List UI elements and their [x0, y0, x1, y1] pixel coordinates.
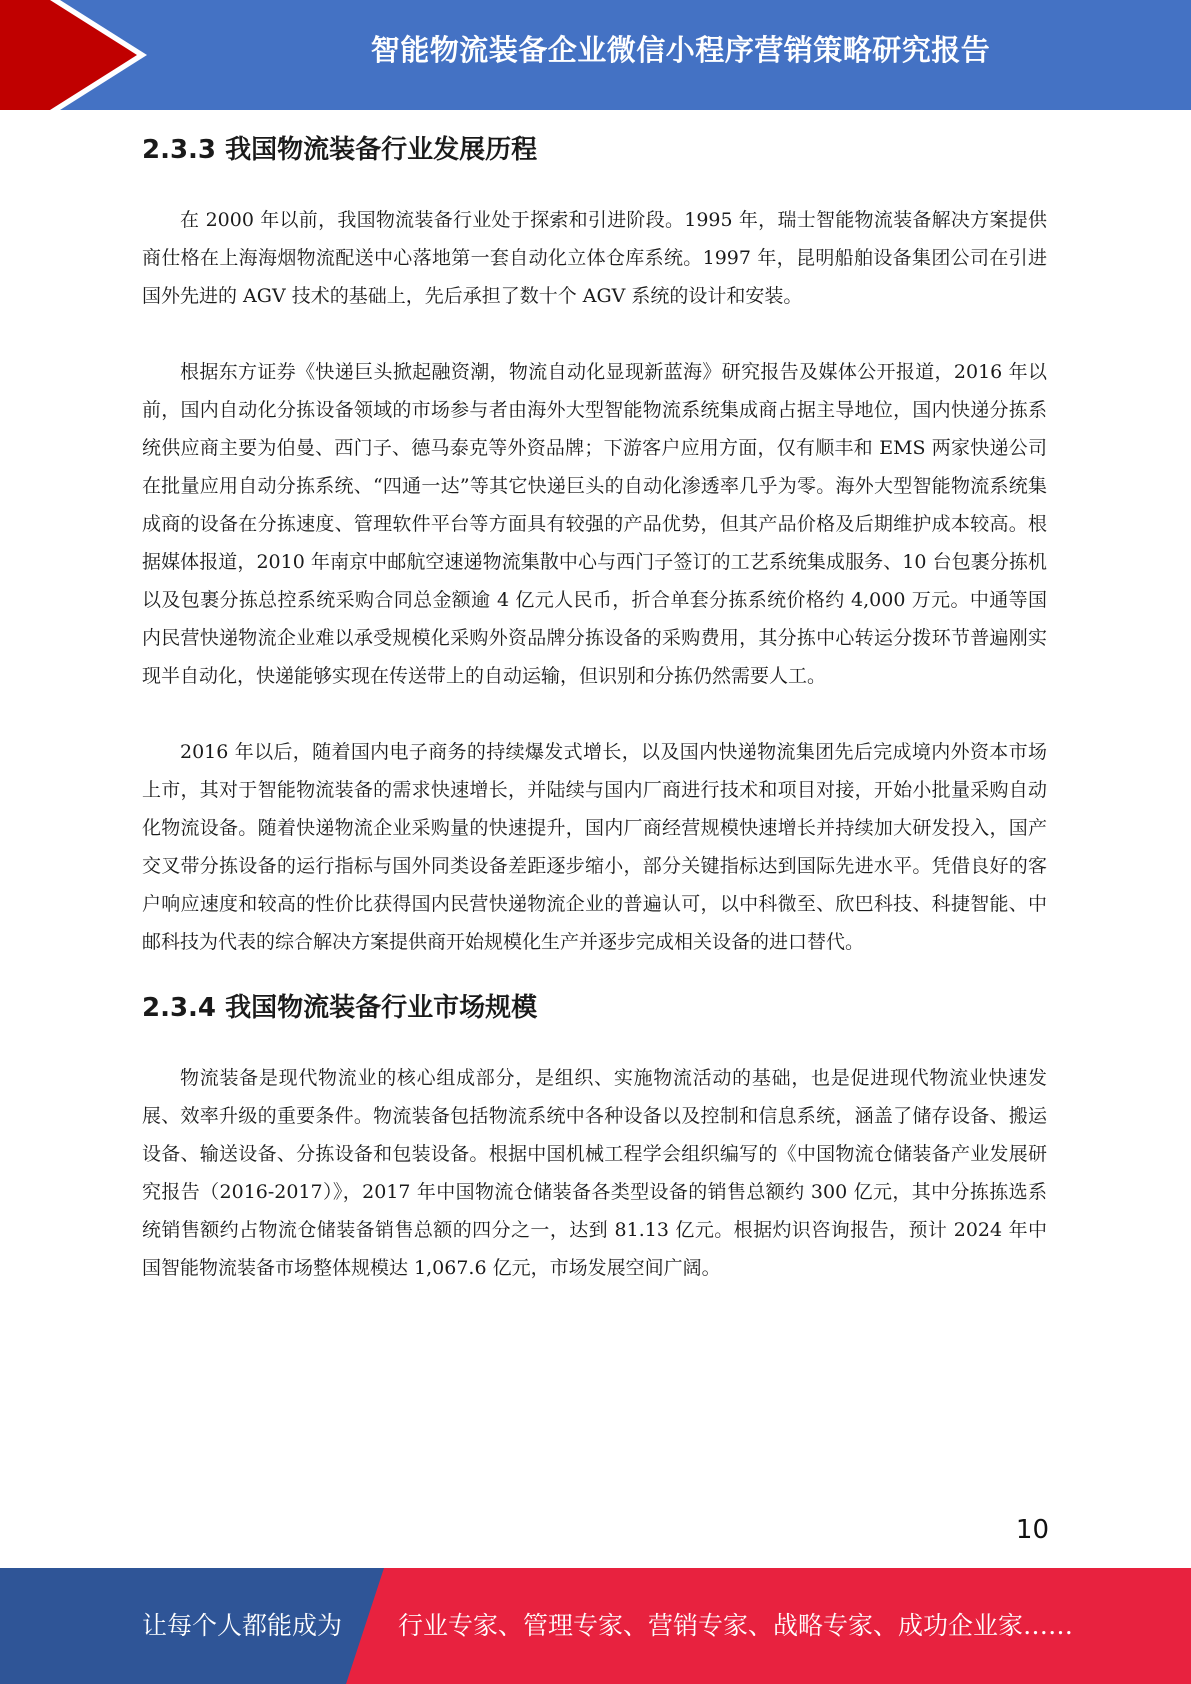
document-body [142, 125, 1047, 1287]
page-header [0, 0, 1191, 110]
section-heading: 2.3.3 我国物流装备行业发展历程 [142, 135, 538, 165]
paragraph: 2016 年以后，随着国内电子商务的持续爆发式增长，以及国内快递物流集团先后完成境内外资本市场上市，其对于智能物流装备的需求快速增长，并陆续与国内厂商进行技术和项目对接，开始小批量采购自动化物流设备。随着快递物流企业采购量的快速提升，国内厂商经营规模快速增长并持续加大研发投入，国产交叉带分拣设备的运行指标与国外同类设备差距逐步缩小，部分关键指标达到国际先进水平。凭借良好的客户响应速度和较高的性价比获得国内民营快递物流企业的普遍认可，以中科微至、欣巴科技、科捷智能、中邮科技为代表的综合解决方案提供商开始规模化生产并逐步完成相关设备的进口替代。 [142, 741, 1047, 953]
paragraph: 根据东方证券《快递巨头掀起融资潮，物流自动化显现新蓝海》研究报告及媒体公开报道，2016 年以前，国内自动化分拣设备领域的市场参与者由海外大型智能物流系统集成商占据主导地位，国内快递分拣系统供应商主要为伯曼、西门子、德马泰克等外资品牌；下游客户应用方面，仅有顺丰和 EMS 两家快递公司在批量应用自动分拣系统、“四通一达”等其它快递巨头的自动化渗透率几乎为零。海外大型智能物流系统集成商的设备在分拣速度、管理软件平台等方面具有较强的产品优势，但其产品价格及后期维护成本较高。根据媒体报道，2010 年南京中邮航空速递物流集散中心与西门子签订的工艺系统集成服务、10 台包裹分拣机以及包裹分拣总控系统采购合同总金额逾 4 亿元人民币，折合单套分拣系统价格约 4,000 万元。中通等国内民营快递物流企业难以承受规模化采购外资品牌分拣设备的采购费用，其分拣中心转运分拨环节普遍刚实现半自动化，快递能够实现在传送带上的自动运输，但识别和分拣仍然需要人工。 [142, 361, 1047, 687]
page-footer [0, 1568, 1191, 1684]
paragraph: 在 2000 年以前，我国物流装备行业处于探索和引进阶段。1995 年，瑞士智能物流装备解决方案提供商仕格在上海海烟物流配送中心落地第一套自动化立体仓库系统。1997 年，昆明船舶设备集团公司在引进国外先进的 AGV 技术的基础上，先后承担了数十个 AGV 系统的设计和安装。 [142, 209, 1047, 307]
report-title: 智能物流装备企业微信小程序营销策略研究报告 [370, 33, 991, 67]
paragraph: 物流装备是现代物流业的核心组成部分，是组织、实施物流活动的基础，也是促进现代物流业快速发展、效率升级的重要条件。物流装备包括物流系统中各种设备以及控制和信息系统，涵盖了储存设备、搬运设备、输送设备、分拣设备和包装设备。根据中国机械工程学会组织编写的《中国物流仓储装备产业发展研究报告（2016-2017）》，2017 年中国物流仓储装备各类型设备的销售总额约 300 亿元，其中分拣拣选系统销售额约占物流仓储装备销售总额的四分之一，达到 81.13 亿元。根据灼识咨询报告，预计 2024 年中国智能物流装备市场整体规模达 1,067.6 亿元，市场发展空间广阔。 [142, 1067, 1047, 1279]
footer-slogan-right: 行业专家、管理专家、营销专家、战略专家、成功企业家…… [398, 1611, 1074, 1640]
page-number: 10 [1015, 1515, 1049, 1545]
section-heading: 2.3.4 我国物流装备行业市场规模 [142, 993, 538, 1023]
footer-slogan-left: 让每个人都能成为 [142, 1611, 343, 1640]
